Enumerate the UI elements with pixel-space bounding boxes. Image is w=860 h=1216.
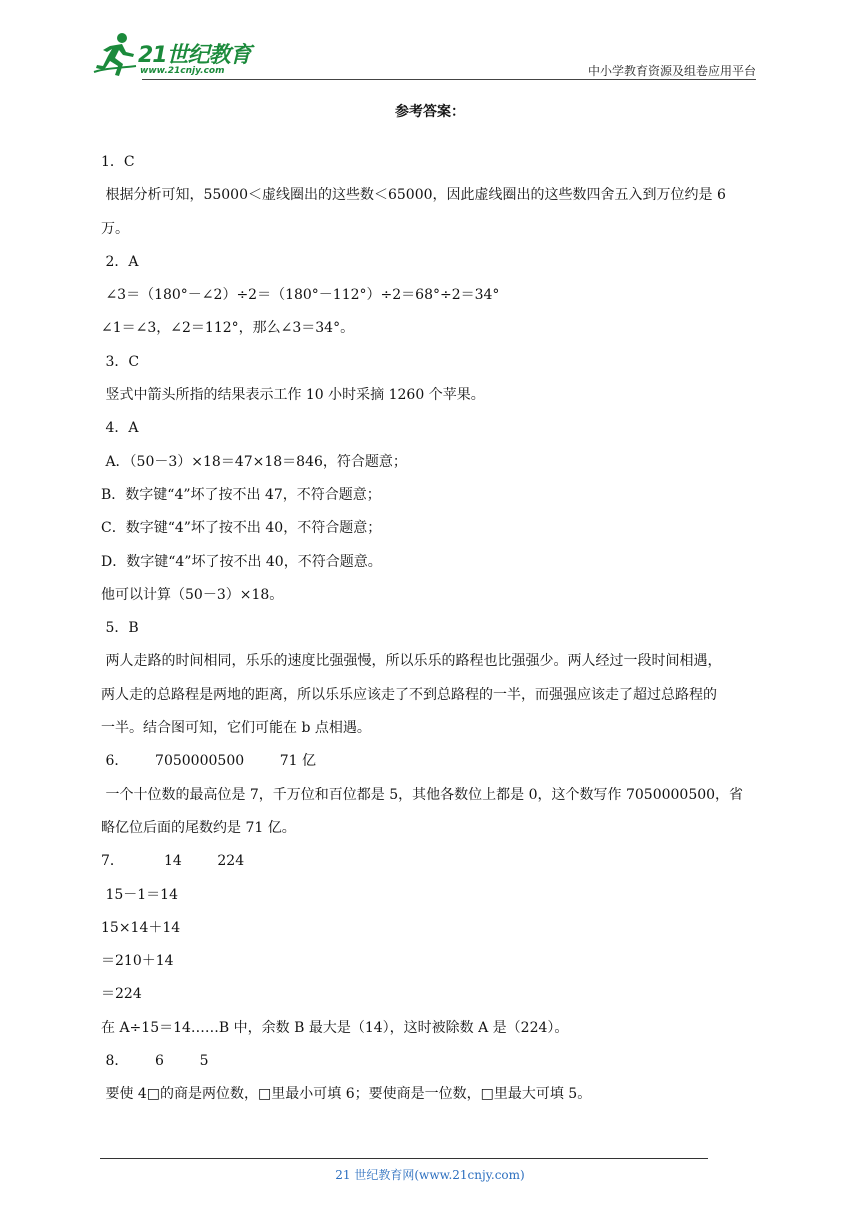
answer-line: 略亿位后面的尾数约是 71 亿。 bbox=[101, 819, 296, 836]
answer-line: ∠1＝∠3，∠2＝112°，那么∠3＝34°。 bbox=[101, 320, 355, 337]
answer-line: 3．C bbox=[101, 353, 140, 370]
page-header bbox=[0, 0, 860, 82]
answer-line: 15－1＝14 bbox=[101, 886, 178, 903]
answer-line: 2．A bbox=[101, 253, 139, 270]
answer-line: 他可以计算（50－3）×18。 bbox=[101, 586, 284, 603]
footer-site-text: 21 世纪教育网(www.21cnjy.com) bbox=[335, 1168, 525, 1182]
answer-line: 一个十位数的最高位是 7，千万位和百位都是 5，其他各数位上都是 0，这个数写作 7050000500，省 bbox=[101, 786, 744, 803]
answer-line: 两人走的总路程是两地的距离，所以乐乐应该走了不到总路程的一半，而强强应该走了超过总路程的 bbox=[101, 686, 717, 703]
answer-line: C．数字键“4”坏了按不出 40，不符合题意； bbox=[101, 520, 382, 537]
answer-line: ∠3＝（180°－∠2）÷2＝（180°－112°）÷2＝68°÷2＝34° bbox=[101, 287, 500, 304]
logo-url: www.21cnjy.com bbox=[140, 66, 225, 76]
answer-line: 15×14＋14 bbox=[101, 919, 181, 936]
answer-line: 1．C bbox=[101, 154, 135, 170]
footer-divider bbox=[100, 1158, 708, 1159]
answer-line: 5．B bbox=[101, 620, 139, 637]
logo bbox=[92, 30, 262, 78]
answer-line: 4．A bbox=[101, 420, 139, 437]
answer-line: 在 A÷15＝14……B 中，余数 B 最大是（14），这时被除数 A 是（224）。 bbox=[101, 1019, 569, 1036]
answer-content bbox=[101, 146, 765, 1112]
answer-line: ＝224 bbox=[101, 986, 142, 1003]
header-platform-text: 中小学教育资源及组卷应用平台 bbox=[587, 64, 756, 78]
logo-text: 21世纪教育 bbox=[138, 43, 251, 68]
answer-line: 两人走路的时间相同，乐乐的速度比强强慢，所以乐乐的路程也比强强少。两人经过一段时间相遇， bbox=[101, 653, 722, 670]
answer-line: 7． 14 224 bbox=[101, 853, 245, 870]
answer-line: 6． 7050000500 71 亿 bbox=[101, 753, 316, 770]
answer-line: 万。 bbox=[101, 220, 129, 237]
answer-line: 要使 4□的商是两位数，□里最小可填 6；要使商是一位数，□里最大可填 5。 bbox=[101, 1086, 592, 1103]
page-title: 参考答案： bbox=[395, 104, 465, 120]
answer-line: A．（50－3）×18＝47×18＝846，符合题意； bbox=[101, 453, 407, 470]
answer-line: D．数字键“4”坏了按不出 40，不符合题意。 bbox=[101, 553, 382, 570]
answer-line: 一半。结合图可知，它们可能在 b 点相遇。 bbox=[101, 720, 371, 737]
answer-line: 竖式中箭头所指的结果表示工作 10 小时采摘 1260 个苹果。 bbox=[101, 387, 485, 404]
header-divider bbox=[142, 79, 756, 80]
answer-line: B．数字键“4”坏了按不出 47，不符合题意； bbox=[101, 486, 381, 503]
answer-line: 根据分析可知，55000＜虚线圈出的这些数＜65000，因此虚线圈出的这些数四舍五入到万位约是 6 bbox=[101, 187, 726, 204]
runner-logo-icon bbox=[92, 30, 138, 78]
answer-line: ＝210＋14 bbox=[101, 953, 174, 970]
answer-line: 8． 6 5 bbox=[101, 1053, 209, 1070]
